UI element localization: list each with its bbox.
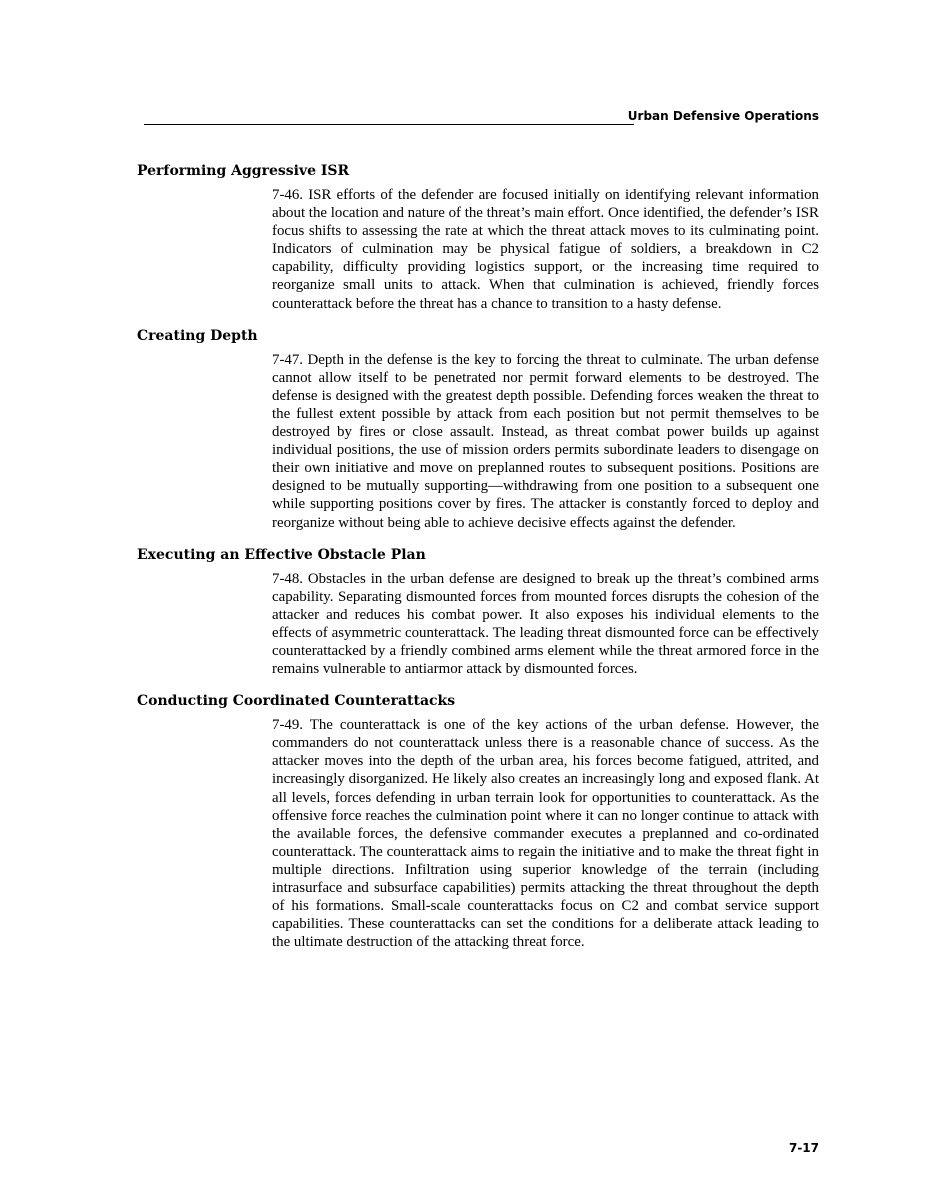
paragraph-7-47: 7-47. Depth in the defense is the key to forcing the threat to culminate. The urban defense cannot allow itself to be penetrated nor permit forward elements to be destroyed. The defense is designed with the greatest depth possible. Defending forces weaken the threat to the fullest extent possible by attack from each position but not permit themselves to be destroyed by fires or close assault. Instead, as threat combat power builds up against individual positions, the use of mission orders permits subordinate leaders to disengage on their own initiative and move on preplanned routes to subsequent positions. Positions are designed to be mutually supporting—withdrawing from one position to a subsequent one while supporting positions cover by fires. The attacker is constantly forced to deploy and reorganize without being able to achieve decisive effects against the defender. [272,351,819,531]
header-title: Urban Defensive Operations [627,109,819,123]
section-heading: Performing Aggressive ISR [137,163,350,179]
running-header [144,108,819,126]
page-content [137,162,819,965]
section-heading: Creating Depth [137,327,258,344]
section-creating-depth [137,327,819,532]
section-executing-obstacle-plan [137,546,819,679]
paragraph-7-46: 7-46. ISR efforts of the defender are focused initially on identifying relevant information about the location and nature of the threat’s main effort. Once identified, the defender’s ISR focus shifts to assessing the rate at which the threat attack moves to its culminating point. Indicators of culmination may be physical fatigue of soldiers, a breakdown in C2 capability, difficulty providing logistics support, or the increasing time required to reorganize small units to attack. When that culmination is achieved, friendly forces counterattack before the threat has a chance to transition to a hasty defense. [272,187,819,312]
section-performing-aggressive-isr [137,162,819,313]
section-coordinated-counterattacks [137,692,819,951]
section-heading: Executing an Effective Obstacle Plan [137,546,426,563]
paragraph-7-48: 7-48. Obstacles in the urban defense are designed to break up the threat’s combined arms capability. Separating dismounted forces from mounted forces disrupts the cohesion of the attacker and reduces his combat power. It also exposes his individual elements to the effects of asymmetric counterattack. The leading threat dismounted force can be effectively counterattacked by a friendly combined arms element while the threat armored force in the remains vulnerable to antiarmor attack by dismounted forces. [272,570,819,678]
paragraph-7-49: 7-49. The counterattack is one of the key actions of the urban defense. However, the commanders do not counterattack unless there is a reasonable chance of success. As the attacker moves into the depth of the urban area, his forces become fatigued, attrited, and increasingly disorganized. He likely also creates an increasingly long and exposed flank. At all levels, forces defending in urban terrain look for opportunities to counterattack. As the offensive force reaches the culmination point where it can no longer continue to attack with the available forces, the defensive commander executes a preplanned and co-ordinated counterattack. The counterattack aims to regain the initiative and to make the threat fight in multiple directions. Infiltration using superior knowledge of the terrain (including intrasurface and subsurface capabilities) permits attacking the threat throughout the depth of his formations. Small-scale counterattacks focus on C2 and combat service support capabilities. These counterattacks can set the conditions for a deliberate attack leading to the ultimate destruction of the attacking threat force. [272,717,819,951]
header-rule [144,124,634,125]
page-number: 7-17 [788,1141,819,1155]
section-heading: Conducting Coordinated Counterattacks [137,693,456,710]
